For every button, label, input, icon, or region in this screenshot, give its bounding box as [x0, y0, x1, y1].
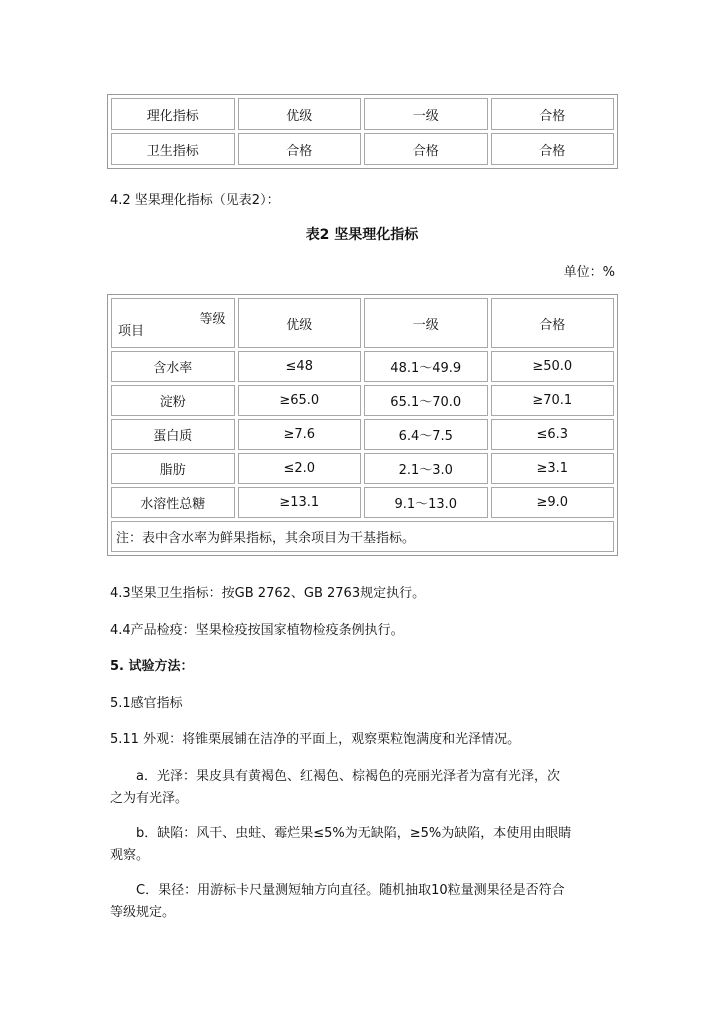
table-cell: 一级	[364, 98, 488, 130]
table-row	[111, 385, 614, 416]
column-header: 一级	[364, 298, 488, 348]
table-cell: ≤6.3	[491, 419, 615, 450]
table-row	[111, 419, 614, 450]
row-label: 含水率	[111, 351, 235, 382]
table-cell: 合格	[491, 133, 615, 165]
table-cell: 48.1～49.9	[364, 351, 488, 382]
table-cell: ≥50.0	[491, 351, 615, 382]
section-4-2: 4.2 坚果理化指标（见表2）：	[110, 193, 280, 208]
table-2	[107, 294, 618, 556]
table-1	[107, 94, 618, 169]
section-4-3: 4.3坚果卫生指标：按GB 2762、GB 2763规定执行。	[110, 586, 426, 601]
diagonal-header-cell	[111, 298, 235, 348]
table-cell: 合格	[364, 133, 488, 165]
table-cell: 6.4～7.5	[364, 419, 488, 450]
table-2-caption: 表2 坚果理化指标	[305, 227, 419, 243]
table-cell: ≥3.1	[491, 453, 615, 484]
table-cell: ≥65.0	[238, 385, 362, 416]
item-c-line-2: 等级规定。	[110, 905, 176, 920]
unit-label: 单位：%	[563, 265, 615, 280]
row-label: 水溶性总糖	[111, 487, 235, 518]
table-cell: ≤48	[238, 351, 362, 382]
table-cell: 65.1～70.0	[364, 385, 488, 416]
table-row	[111, 133, 614, 165]
table-note: 注：表中含水率为鲜果指标，其余项目为干基指标。	[111, 521, 614, 552]
table-row	[111, 487, 614, 518]
table-row	[111, 453, 614, 484]
table-cell: 理化指标	[111, 98, 235, 130]
section-5-11: 5.11 外观：将锥栗展铺在洁净的平面上，观察栗粒饱满度和光泽情况。	[110, 732, 521, 747]
table-row	[111, 98, 614, 130]
row-label: 淀粉	[111, 385, 235, 416]
table-cell: ≥70.1	[491, 385, 615, 416]
table-cell: ≥13.1	[238, 487, 362, 518]
item-label: 项目	[118, 324, 145, 339]
item-a-line-1: a．光泽：果皮具有黄褐色、红褐色、棕褐色的亮丽光泽者为富有光泽，次	[136, 769, 560, 784]
table-cell: 合格	[491, 98, 615, 130]
table-cell: 2.1～3.0	[364, 453, 488, 484]
table-cell: 合格	[238, 133, 362, 165]
table-cell: 9.1～13.0	[364, 487, 488, 518]
table-note-row	[111, 521, 614, 552]
item-c-line-1: C．果径：用游标卡尺量测短轴方向直径。随机抽取10粒量测果径是否符合	[136, 883, 565, 898]
section-5-heading: 5. 试验方法：	[110, 659, 194, 674]
item-b-line-1: b．缺陷：风干、虫蛀、霉烂果≤5%为无缺陷，≥5%为缺陷，本使用由眼睛	[136, 826, 572, 841]
table-cell: ≥7.6	[238, 419, 362, 450]
table-row	[111, 351, 614, 382]
table-cell: 优级	[238, 98, 362, 130]
item-b-line-2: 观察。	[110, 848, 150, 863]
grade-label: 等级	[199, 312, 226, 327]
table-cell: ≥9.0	[491, 487, 615, 518]
section-5-1: 5.1感官指标	[110, 696, 183, 711]
table-cell: 卫生指标	[111, 133, 235, 165]
item-a-line-2: 之为有光泽。	[110, 791, 189, 806]
row-label: 脂肪	[111, 453, 235, 484]
table-cell: ≤2.0	[238, 453, 362, 484]
column-header: 优级	[238, 298, 362, 348]
row-label: 蛋白质	[111, 419, 235, 450]
table-header-row	[111, 298, 614, 348]
column-header: 合格	[491, 298, 615, 348]
section-4-4: 4.4产品检疫：坚果检疫按国家植物检疫条例执行。	[110, 623, 404, 638]
